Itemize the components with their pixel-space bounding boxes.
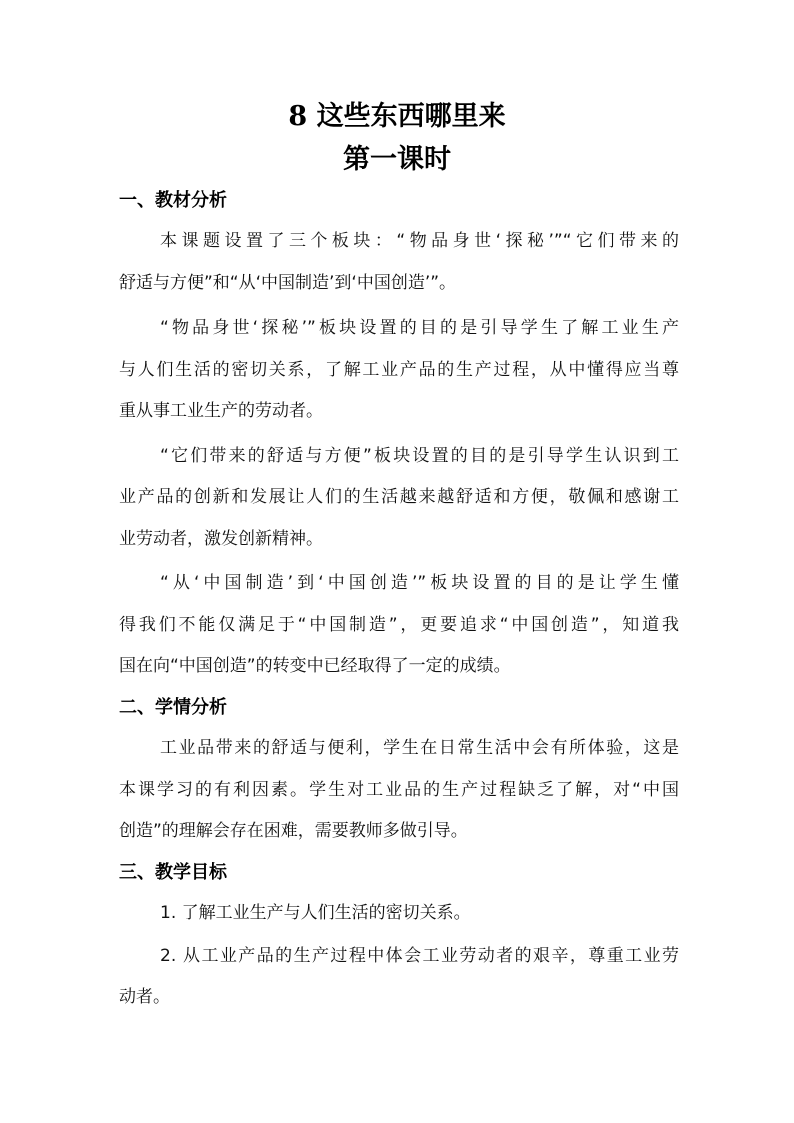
paragraph-line: “它们带来的舒适与方便”板块设置的目的是引导学生认识到工 (160, 446, 679, 466)
paragraph-line: 创造”的理解会存在困难，需要教师多做引导。 (119, 821, 468, 841)
paragraph-line: 工业品带来的舒适与便利，学生在日常生活中会有所体验，这是 (160, 738, 679, 758)
paragraph-line: “从‘中国制造’到‘中国创造’”板块设置的目的是让学生懂 (160, 573, 679, 593)
objective-item-continuation: 动者。 (119, 987, 170, 1007)
section-heading-learner-analysis: 二、学情分析 (119, 697, 227, 718)
section-heading-textbook-analysis: 一、教材分析 (119, 190, 227, 211)
objective-item: 1. 了解工业生产与人们生活的密切关系。 (160, 903, 471, 923)
paragraph-line: 业劳动者，激发创新精神。 (119, 529, 323, 549)
paragraph-line: 本课学习的有利因素。学生对工业品的生产过程缺乏了解，对“中国 (119, 780, 679, 800)
section-heading-teaching-objectives: 三、教学目标 (119, 862, 227, 883)
paragraph-line: 与人们生活的密切关系，了解工业产品的生产过程，从中懂得应当尊 (119, 360, 679, 380)
paragraph-line: 国在向“中国创造”的转变中已经取得了一定的成绩。 (119, 656, 511, 676)
lesson-subtitle: 第一课时 (343, 144, 451, 175)
paragraph-line: 本课题设置了三个板块：“物品身世‘探秘’”“它们带来的 (160, 231, 679, 251)
objective-item: 2. 从工业产品的生产过程中体会工业劳动者的艰辛，尊重工业劳 (160, 946, 679, 966)
paragraph-line: 得我们不能仅满足于“中国制造”，更要追求“中国创造”，知道我 (119, 615, 679, 635)
lesson-title: 8 这些东西哪里来 (288, 101, 506, 132)
paragraph-line: 重从事工业生产的劳动者。 (119, 401, 323, 421)
paragraph-line: 舒适与方便”和“从‘中国制造’到‘中国创造’”。 (119, 273, 457, 293)
paragraph-line: “物品身世‘探秘’”板块设置的目的是引导学生了解工业生产 (160, 318, 679, 338)
paragraph-line: 业产品的创新和发展让人们的生活越来越舒适和方便，敬佩和感谢工 (119, 487, 679, 507)
